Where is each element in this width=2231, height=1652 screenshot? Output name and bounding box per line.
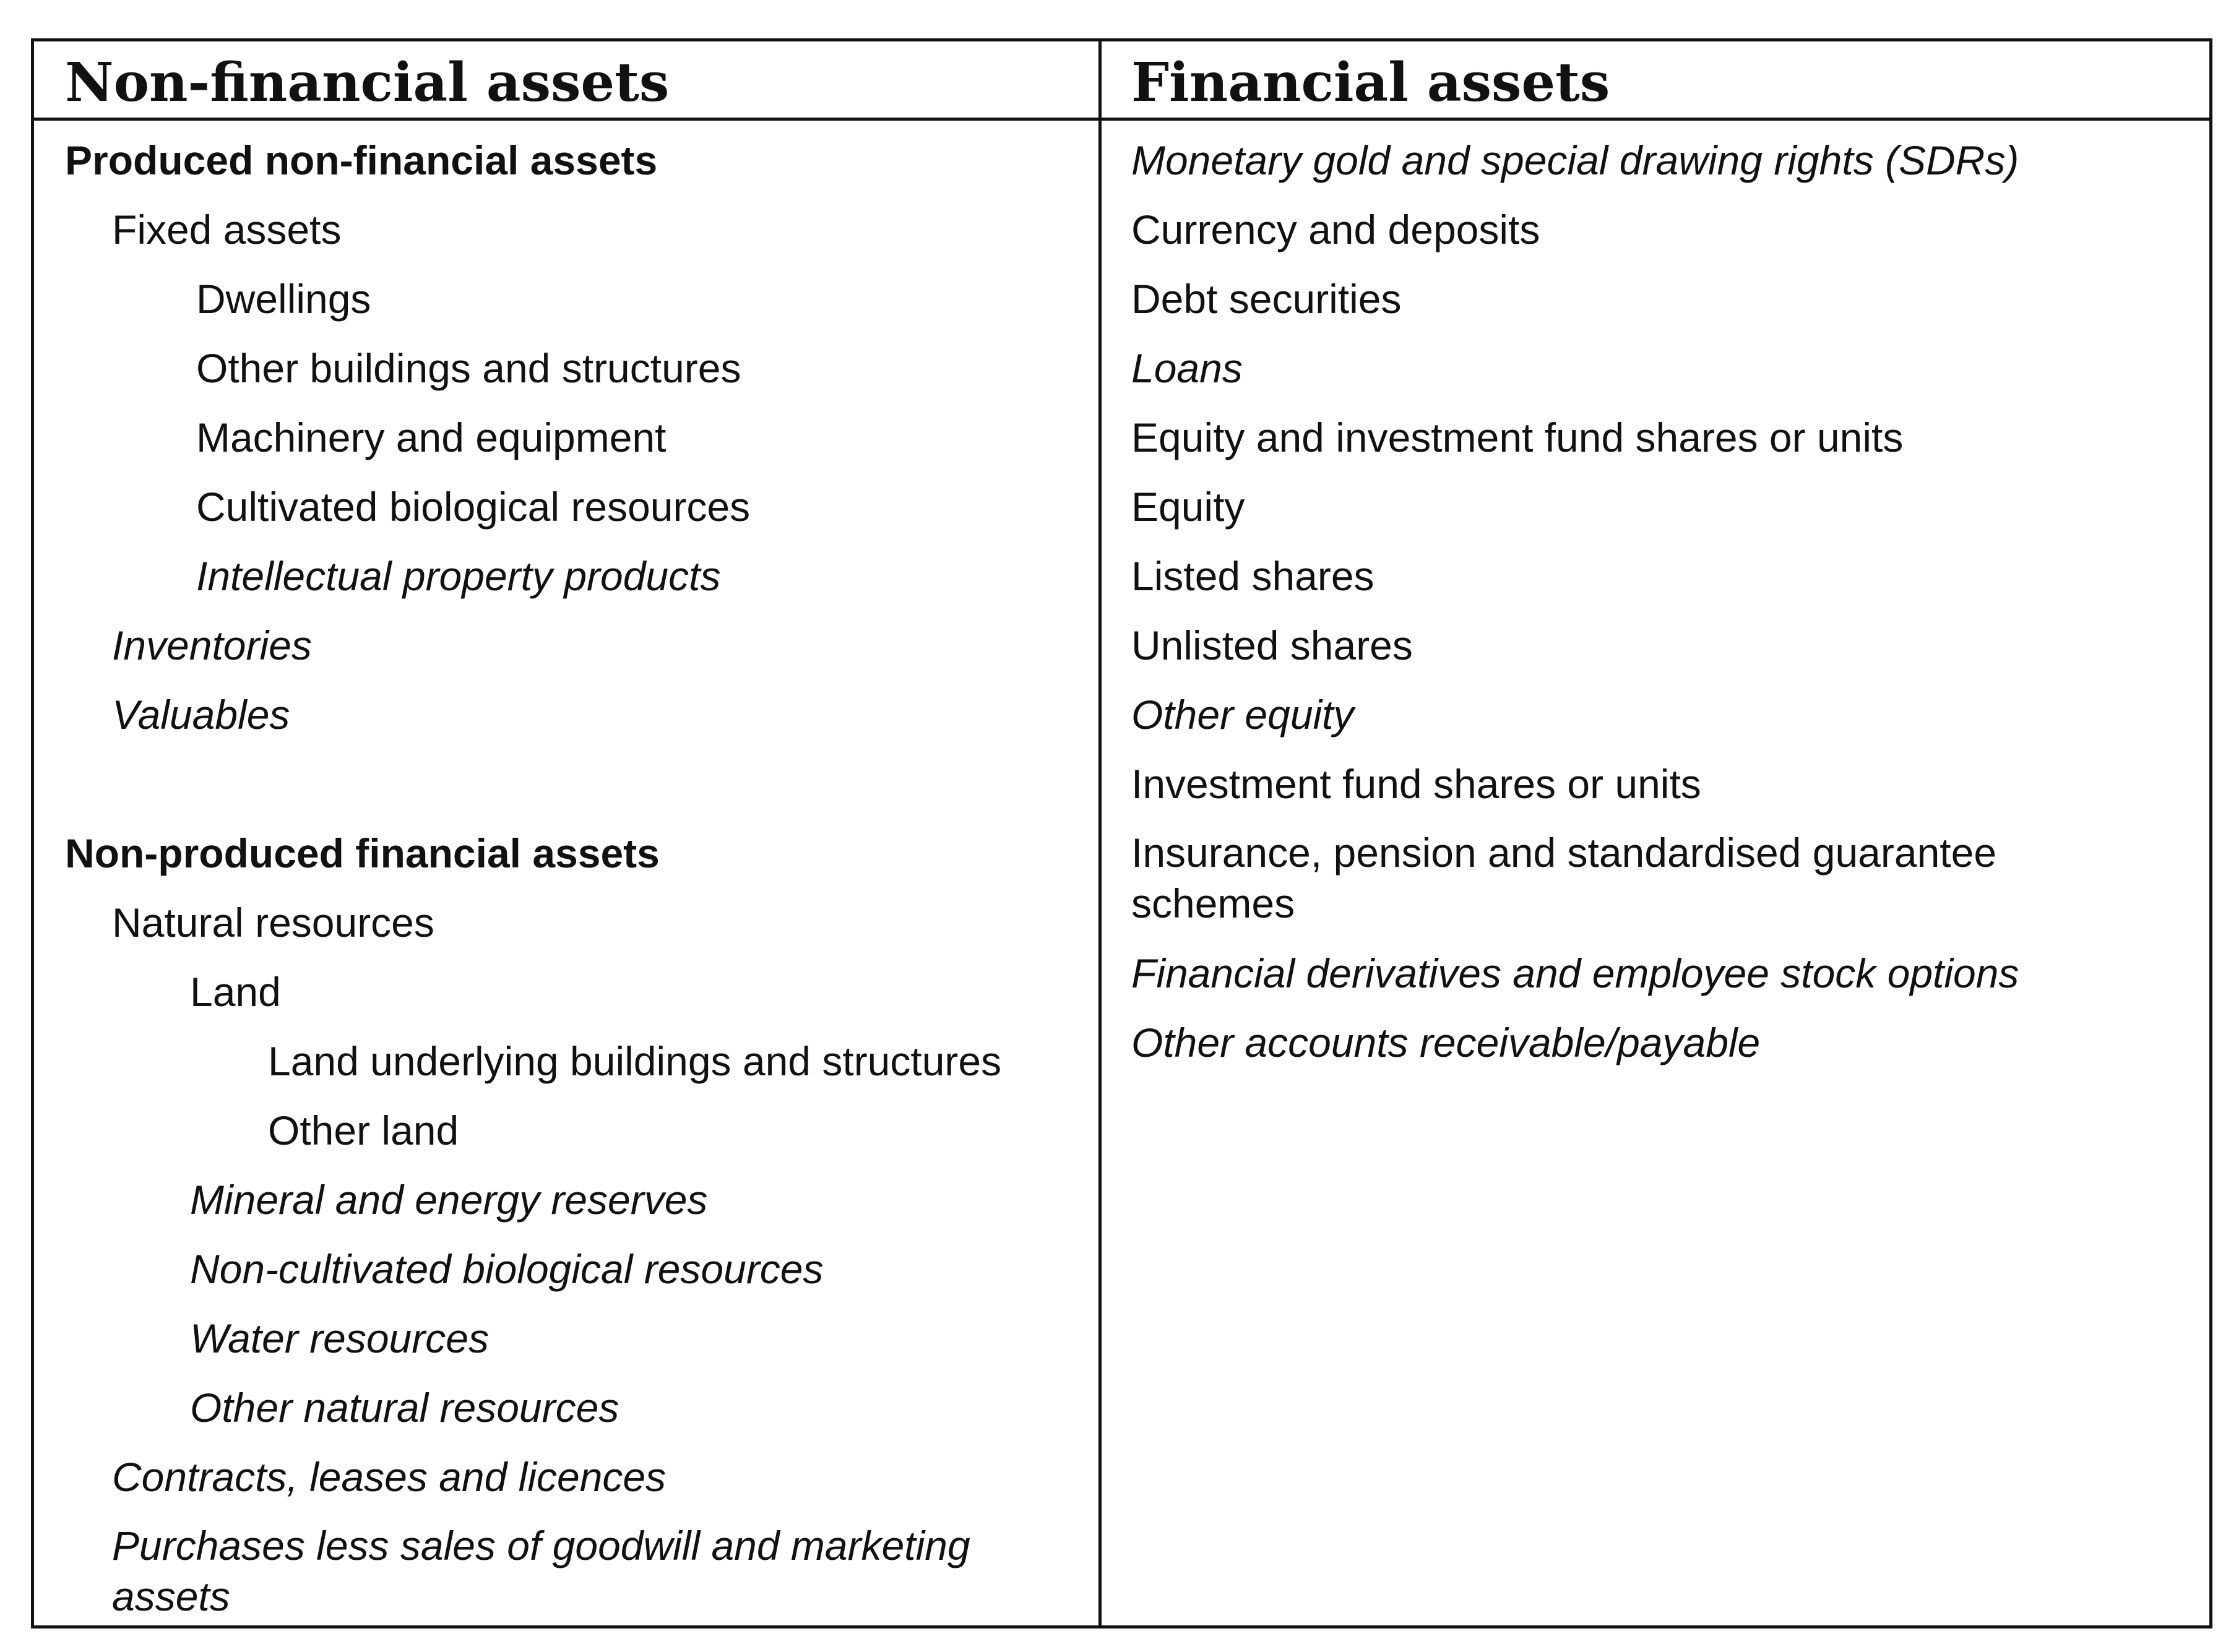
list-item: Insurance, pension and standardised guarantee schemes bbox=[1131, 830, 1997, 926]
header-financial-assets: Financial assets bbox=[1131, 51, 1610, 114]
table-header-row bbox=[34, 41, 2209, 121]
list-item: Natural resources bbox=[112, 900, 434, 945]
list-item: Financial derivatives and employee stock options bbox=[1131, 950, 2019, 996]
list-item: Water resources bbox=[190, 1315, 489, 1361]
list-item: Land bbox=[190, 969, 281, 1015]
list-item: Cultivated biological resources bbox=[196, 484, 751, 530]
header-non-financial-assets: Non-financial assets bbox=[65, 51, 670, 114]
list-item: Non-produced financial assets bbox=[65, 830, 660, 876]
list-item: Other natural resources bbox=[190, 1385, 619, 1430]
list-item: Produced non-financial assets bbox=[65, 137, 658, 183]
list-item: Inventories bbox=[112, 622, 312, 668]
non-financial-assets-column bbox=[65, 126, 1080, 1632]
list-item: Valuables bbox=[112, 692, 290, 738]
list-item: Currency and deposits bbox=[1131, 207, 1540, 252]
list-item: Other buildings and structures bbox=[196, 345, 741, 391]
list-item: Equity bbox=[1131, 484, 1245, 530]
list-item: Other equity bbox=[1131, 692, 1354, 738]
list-item: Mineral and energy reserves bbox=[190, 1177, 708, 1223]
list-item: Equity and investment fund shares or units bbox=[1131, 415, 1904, 460]
list-item: Unlisted shares bbox=[1131, 622, 1413, 668]
list-item: Fixed assets bbox=[112, 207, 342, 252]
list-item: Machinery and equipment bbox=[196, 415, 667, 460]
list-item: Investment fund shares or units bbox=[1131, 761, 1701, 807]
spacer bbox=[65, 749, 1080, 819]
list-item: Debt securities bbox=[1131, 276, 1402, 322]
list-item: Contracts, leases and licences bbox=[112, 1454, 667, 1500]
list-item: Other land bbox=[268, 1108, 459, 1153]
list-item: Monetary gold and special drawing rights (SDRs) bbox=[1131, 137, 2019, 183]
list-item: Other accounts receivable/payable bbox=[1131, 1020, 1761, 1065]
list-item: Dwellings bbox=[196, 276, 371, 322]
assets-classification-table bbox=[31, 38, 2212, 1628]
list-item: Loans bbox=[1131, 345, 1243, 391]
list-item: Non-cultivated biological resources bbox=[190, 1246, 824, 1292]
financial-assets-column bbox=[1131, 126, 2183, 1077]
list-item: Purchases less sales of goodwill and marketing assets bbox=[112, 1523, 970, 1619]
list-item: Land underlying buildings and structures bbox=[268, 1038, 1002, 1084]
list-item: Listed shares bbox=[1131, 553, 1374, 599]
list-item: Intellectual property products bbox=[196, 553, 721, 599]
column-divider bbox=[1098, 41, 1102, 1625]
